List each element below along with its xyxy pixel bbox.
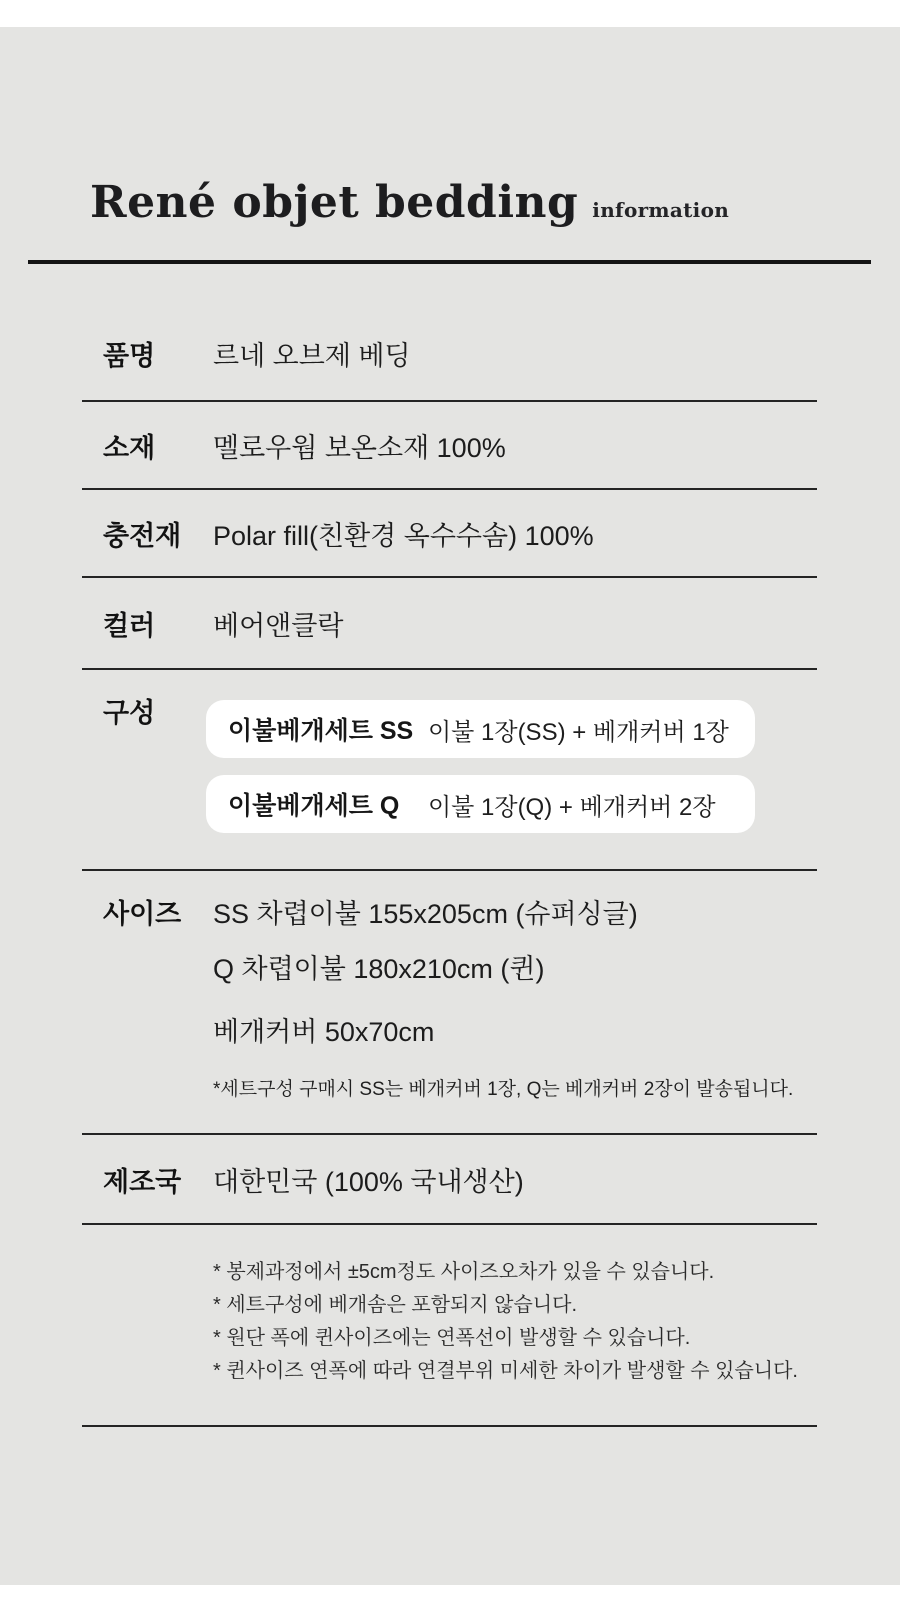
table-row-material bbox=[82, 402, 817, 490]
row-value: 대한민국 (100% 국내생산) bbox=[213, 1166, 524, 1197]
set-option-card-q bbox=[206, 775, 755, 833]
table-row-size bbox=[82, 871, 817, 1135]
footnote-line: * 원단 폭에 퀸사이즈에는 연폭선이 발생할 수 있습니다. bbox=[213, 1327, 691, 1349]
table-row-filling bbox=[82, 490, 817, 578]
row-label: 사이즈 bbox=[103, 899, 182, 929]
size-line-ss: SS 차렵이불 155x205cm (슈퍼싱글) bbox=[213, 899, 638, 929]
table-row-composition bbox=[82, 670, 817, 871]
footnote-line: * 퀸사이즈 연폭에 따라 연결부위 미세한 차이가 발생할 수 있습니다. bbox=[213, 1360, 798, 1382]
row-value: 베어앤클락 bbox=[213, 610, 344, 641]
row-value: 멜로우웜 보온소재 100% bbox=[213, 432, 506, 463]
footnotes-block bbox=[82, 1225, 817, 1427]
size-lines bbox=[213, 891, 793, 1104]
composition-cards bbox=[206, 697, 755, 847]
size-note: *세트구성 구매시 SS는 베개커버 1장, Q는 베개커버 2장이 발송됩니다. bbox=[213, 1079, 794, 1100]
footnote-line: * 세트구성에 베개솜은 포함되지 않습니다. bbox=[213, 1294, 578, 1316]
size-line-pillow: 베개커버 50x70cm bbox=[213, 1017, 435, 1047]
table-row-product-name bbox=[82, 264, 817, 402]
table-row-color bbox=[82, 578, 817, 670]
row-value: 르네 오브제 베딩 bbox=[213, 340, 411, 371]
spec-table bbox=[82, 264, 817, 1427]
set-option-detail: 이불 1장(SS) + 베개커버 1장 bbox=[428, 718, 729, 746]
set-option-name: 이불베개세트 SS bbox=[228, 717, 414, 745]
table-row-origin bbox=[82, 1135, 817, 1225]
size-line-q: Q 차렵이불 180x210cm (퀸) bbox=[213, 954, 545, 984]
row-label: 품명 bbox=[103, 340, 156, 371]
set-option-name: 이불베개세트 Q bbox=[228, 792, 400, 820]
row-label: 충전재 bbox=[103, 520, 182, 551]
set-option-detail: 이불 1장(Q) + 베개커버 2장 bbox=[428, 793, 716, 821]
footnote-line: * 봉제과정에서 ±5cm정도 사이즈오차가 있을 수 있습니다. bbox=[213, 1261, 715, 1283]
row-label: 제조국 bbox=[103, 1166, 182, 1197]
content-panel bbox=[0, 27, 900, 1585]
row-label: 컬러 bbox=[103, 610, 156, 641]
page-title: René objet bedding bbox=[90, 177, 579, 228]
page-subtitle: information bbox=[592, 198, 730, 222]
row-label: 소재 bbox=[103, 432, 156, 463]
row-label: 구성 bbox=[103, 698, 156, 728]
row-value: Polar fill(친환경 옥수수솜) 100% bbox=[213, 520, 594, 551]
set-option-card-ss bbox=[206, 700, 755, 758]
page-header bbox=[90, 177, 729, 228]
